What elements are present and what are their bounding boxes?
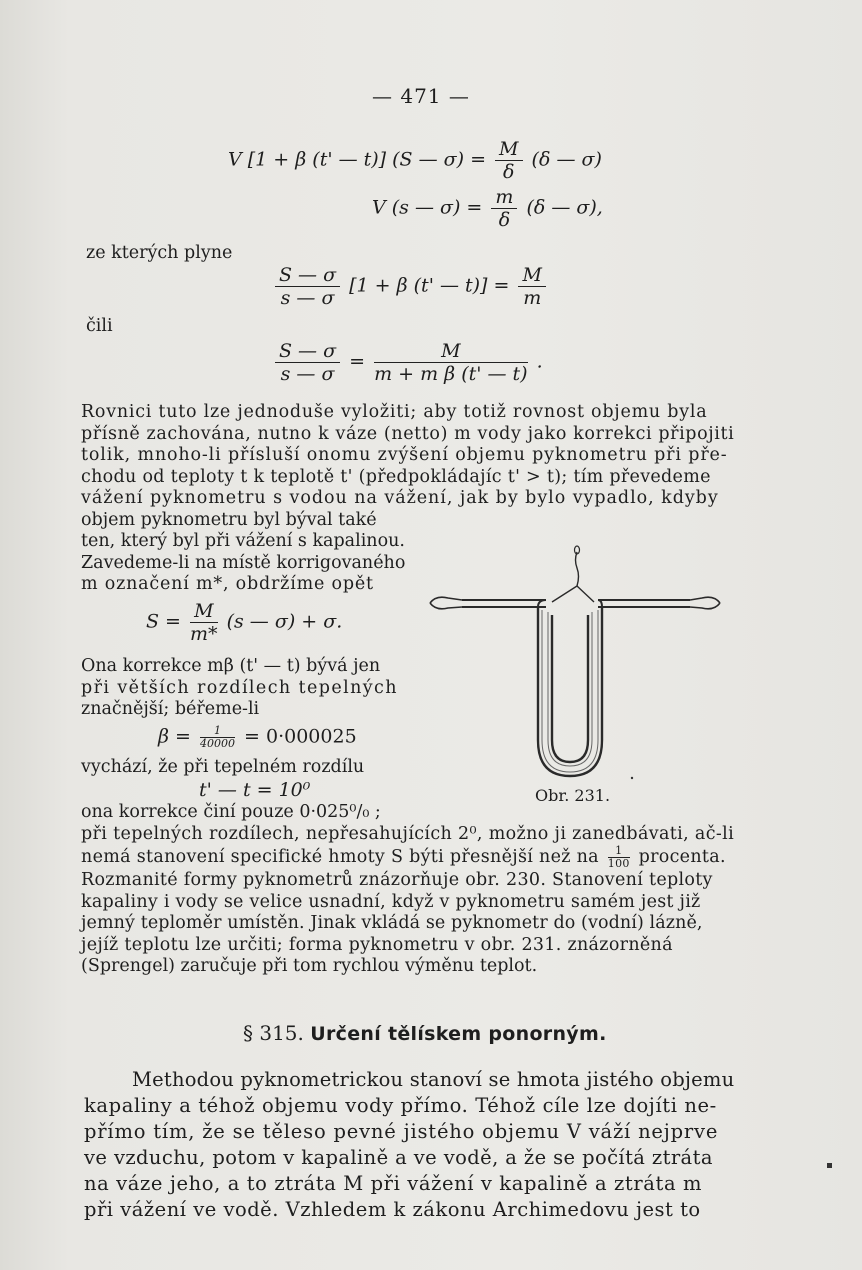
eq1-rhs: (δ — σ) xyxy=(531,148,602,171)
eq6-num: 1 xyxy=(200,725,235,738)
eq6-fraction xyxy=(200,725,235,750)
eq2-num: m xyxy=(491,186,517,209)
section-number: § 315. xyxy=(243,1021,304,1045)
para4-line: (Sprengel) zaručuje při tom rychlou výměnu teplot. xyxy=(81,956,538,976)
para5-line: kapaliny a téhož objemu vody přímo. Téhož cíle lze dojíti ne- xyxy=(84,1094,717,1117)
eq6-den: 40000 xyxy=(200,737,235,750)
para5-line: Methodou pyknometrickou stanoví se hmota jistého objemu xyxy=(132,1068,735,1091)
eq3-den1: s — σ xyxy=(280,287,335,309)
page-number: — 471 — xyxy=(372,84,470,108)
frac100-num: 1 xyxy=(608,845,630,858)
para5-line: při vážení ve vodě. Vzhledem k zákonu Archimedovu jest to xyxy=(84,1198,701,1221)
eq4-num1: S — σ xyxy=(275,340,340,363)
scan-speck xyxy=(827,1163,832,1168)
eq4-den1: s — σ xyxy=(280,363,335,385)
para4-line: jemný teploměr umístěn. Jinak vkládá se pyknometr do (vodní) lázně, xyxy=(81,913,703,933)
para4-line: při tepelných rozdílech, nepřesahujících 2⁰, možno ji zanedbávati, ač-li xyxy=(81,823,735,844)
para4-line: kapaliny i vody se velice usnadní, když v pyknometru samém jest již xyxy=(81,891,701,912)
section-heading xyxy=(243,1021,607,1045)
eq1-fraction xyxy=(495,138,522,183)
para5-line: na váze jeho, a to ztráta M při vážení v kapalině a ztráta m xyxy=(84,1172,703,1195)
eq3-num1: S — σ xyxy=(275,264,340,287)
para4-line xyxy=(81,845,734,870)
section-title: Určení tělískem ponorným. xyxy=(310,1023,607,1045)
eq3-den2: m xyxy=(523,287,542,309)
para4-line: jejíž teplotu lze určiti; forma pyknometru v obr. 231. znázorněná xyxy=(81,934,673,955)
eq5-lhs: S = xyxy=(146,610,181,633)
eq6-rhs: = 0·000025 xyxy=(244,725,357,748)
para1-line: tolik, mnoho-li přísluší onomu zvýšení objemu pyknometru při pře- xyxy=(81,445,728,465)
equation-4 xyxy=(272,340,543,385)
para1-line: Rovnici tuto lze jednoduše vyložiti; aby totiž rovnost objemu byla xyxy=(81,402,708,422)
eq3-mid: [1 + β (t' — t)] = xyxy=(349,274,510,297)
para5-line: ve vzduchu, potom v kapalině a ve vodě, a že se počítá ztráta xyxy=(84,1146,713,1169)
eq5-rhs: (s — σ) + σ. xyxy=(226,610,343,633)
para4-line: ona korrekce činí pouze 0·025⁰/₀ ; xyxy=(81,802,381,822)
figure-caption: Obr. 231. xyxy=(535,786,611,805)
para1-line: vážení pyknometru s vodou na vážení, jak by bylo vypadlo, kdyby xyxy=(81,488,719,508)
para5-line: přímo tím, že se těleso pevné jistého objemu V váží nejprve xyxy=(84,1120,719,1143)
para4-line-text: nemá stanovení specifické hmoty S býti přesnější než na xyxy=(81,847,599,867)
eq5-fraction xyxy=(190,600,218,645)
equation-5 xyxy=(146,600,342,645)
eq5-den: m* xyxy=(190,623,218,645)
eq3-num2: M xyxy=(518,264,545,287)
eq3-fraction-1 xyxy=(275,264,340,309)
equation-7: t' — t = 10⁰ xyxy=(199,779,311,801)
para1-line: chodu od teploty t k teplotě t' (předpokládajíc t' > t); tím převedeme xyxy=(81,466,711,487)
equation-2 xyxy=(372,186,603,231)
eq4-den2: m + m β (t' — t) xyxy=(374,363,528,385)
para1-line: ten, který byl při vážení s kapalinou. xyxy=(81,531,405,551)
eq6-lhs: β = xyxy=(158,725,191,748)
eq2-fraction xyxy=(491,186,517,231)
para4-line: Rozmanité formy pyknometrů znázorňuje obr. 230. Stanovení teploty xyxy=(81,870,713,890)
eq3-fraction-2 xyxy=(518,264,545,309)
frac-one-hundredth xyxy=(608,845,630,870)
frac100-den: 100 xyxy=(607,857,630,870)
para2-line: Ona korrekce mβ (t' — t) bývá jen xyxy=(81,656,381,676)
paragraph-5 xyxy=(84,1067,734,1223)
paragraph-2 xyxy=(81,656,398,721)
pycnometer-figure xyxy=(420,540,730,800)
eq5-num: M xyxy=(190,600,218,623)
para1-line: přísně zachována, nutno k váze (netto) m vody jako korrekci připojiti xyxy=(81,423,735,444)
para1-line: Zavedeme-li na místě korrigovaného xyxy=(81,552,406,573)
para1-line: objem pyknometru byl býval také xyxy=(81,509,377,530)
para1-line: m označení m*, obdržíme opět xyxy=(81,574,374,594)
eq4-end: . xyxy=(536,350,543,373)
frac100-after: procenta. xyxy=(638,847,726,867)
eq2-den: δ xyxy=(498,209,511,231)
label-cili: čili xyxy=(86,316,113,336)
eq4-fraction-2 xyxy=(374,340,528,385)
eq1-den: δ xyxy=(503,161,515,183)
equation-6 xyxy=(158,725,357,750)
hanging-wire xyxy=(576,552,579,586)
eq4-num2: M xyxy=(374,340,528,363)
paragraph-4 xyxy=(81,802,734,978)
eq4-equals: = xyxy=(349,350,366,373)
eq1-num: M xyxy=(495,138,522,161)
para3-line: vychází, že při tepelném rozdílu xyxy=(81,757,365,777)
equation-3 xyxy=(272,264,549,309)
eq2-rhs: (δ — σ), xyxy=(526,196,603,219)
eq1-lhs: V [1 + β (t' — t)] (S — σ) = xyxy=(228,148,486,171)
label-ze-kterych-plyne: ze kterých plyne xyxy=(86,243,233,263)
para2-line: značnější; béřeme-li xyxy=(81,699,260,719)
eq2-lhs: V (s — σ) = xyxy=(372,196,483,219)
equation-1 xyxy=(228,138,602,183)
eq4-fraction-1 xyxy=(275,340,340,385)
para2-line: při větších rozdílech tepelných xyxy=(81,677,398,698)
